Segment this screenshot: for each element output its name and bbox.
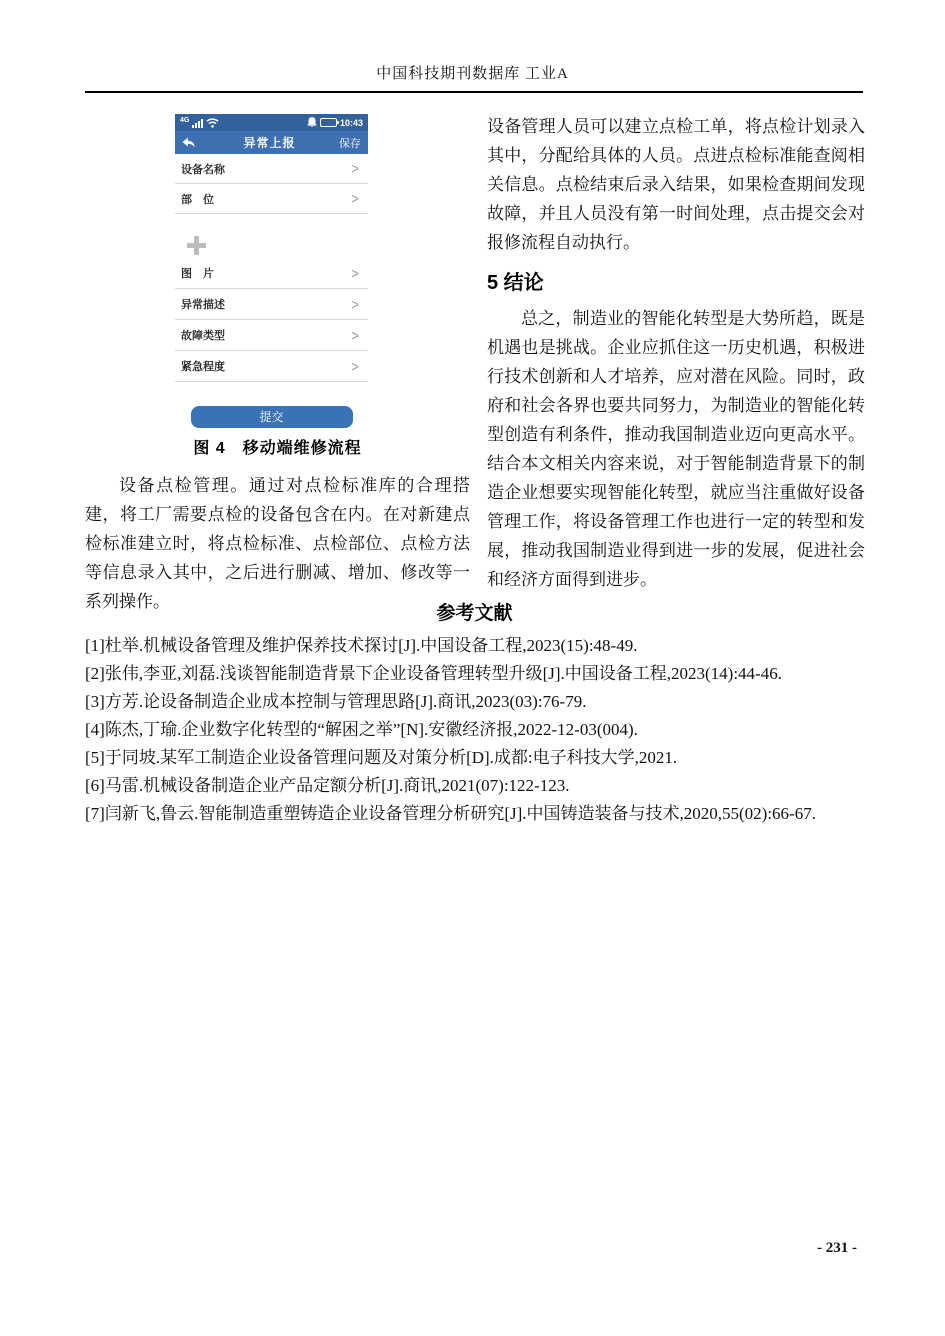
references-section xyxy=(85,598,864,828)
row-label: 图 片 xyxy=(181,268,214,280)
phone-mockup xyxy=(175,114,368,428)
row-label: 部 位 xyxy=(181,193,214,206)
button-gap xyxy=(175,382,368,406)
row-label: 异常描述 xyxy=(181,299,225,311)
network-type-label: 4G xyxy=(180,117,190,124)
add-photo-icon[interactable] xyxy=(187,236,206,255)
journal-header: 中国科技期刊数据库 工业A xyxy=(376,66,569,82)
form-row-part[interactable] xyxy=(175,184,368,214)
reference-item: [2]张伟,李亚,刘磊.浅谈智能制造背景下企业设备管理转型升级[J].中国设备工程,2023(14):44-46. xyxy=(85,664,782,683)
reference-item: [3]方芳.论设备制造企业成本控制与管理思路[J].商讯,2023(03):76-79. xyxy=(85,692,587,711)
chevron-right-icon: > xyxy=(351,357,359,375)
row-label: 故障类型 xyxy=(181,330,225,342)
bell-icon xyxy=(307,117,317,128)
photo-upload-section xyxy=(175,214,368,258)
right-paragraph-1: 设备管理人员可以建立点检工单，将点检计划录入其中，分配给具体的人员。点进点检标准能查阅相关信息。点检结束后录入结果，如果检查期间发现故障，并且人员没有第一时间处理，点击提交会对报修流程自动执行。 xyxy=(487,117,865,252)
chevron-right-icon: > xyxy=(351,326,359,344)
page-number: - 231 - xyxy=(817,1240,857,1256)
row-label: 设备名称 xyxy=(181,163,225,176)
reference-item: [1]杜举.机械设备管理及维护保养技术探讨[J].中国设备工程,2023(15):48-49. xyxy=(85,636,638,655)
back-button[interactable] xyxy=(182,137,200,149)
references-heading: 参考文献 xyxy=(436,603,513,624)
form-row-fault-type[interactable] xyxy=(175,320,368,351)
right-paragraph-2: 总之，制造业的智能化转型是大势所趋，既是机遇也是挑战。企业应抓住这一历史机遇，积极进行技术创新和人才培养，应对潜在风险。同时，政府和社会各界也要共同努力，为制造业的智能化转型创造有利条件，推动我国制造业迈向更高水平。结合本文相关内容来说，对于智能制造背景下的制造企业想要实现智能化转型，就应当注重做好设备管理工作，将设备管理工作也进行一定的转型和发展，推动我国制造业得到进一步的发展，促进社会和经济方面得到进步。 xyxy=(487,309,865,589)
save-button[interactable]: 保存 xyxy=(339,137,361,150)
chevron-right-icon: > xyxy=(351,160,359,177)
header-rule xyxy=(85,91,863,93)
figure-caption: 图 4 移动端维修流程 xyxy=(193,440,362,457)
left-column-paragraph: 设备点检管理。通过对点检标准库的合理搭建，将工厂需要点检的设备包含在内。在对新建点检标准建立时，将点检标准、点检部位、点检方法等信息录入其中，之后进行删减、增加、修改等一系列操作。 xyxy=(85,476,470,611)
left-column xyxy=(85,114,470,616)
form-row-device-name[interactable] xyxy=(175,154,368,184)
signal-bars-icon xyxy=(192,118,203,128)
chevron-right-icon: > xyxy=(351,295,359,313)
form-row-anomaly-description[interactable] xyxy=(175,289,368,320)
reference-item: [4]陈杰,丁瑜.企业数字化转型的“解困之举”[N].安徽经济报,2022-12-03(004). xyxy=(85,720,638,739)
form-row-urgency-level[interactable] xyxy=(175,351,368,382)
reference-item: [5]于同坡.某军工制造企业设备管理问题及对策分析[D].成都:电子科技大学,2021. xyxy=(85,748,678,767)
clock-text: 10:43 xyxy=(339,117,363,128)
right-column xyxy=(487,112,865,594)
wifi-icon xyxy=(206,118,219,128)
phone-screen-title: 异常上报 xyxy=(243,136,296,150)
reference-item: [7]闫新飞,鲁云.智能制造重塑铸造企业设备管理分析研究[J].中国铸造装备与技术,2020,55(02):66-67. xyxy=(85,804,816,823)
form-row-picture[interactable] xyxy=(175,258,368,289)
section-heading-conclusion: 5 结论 xyxy=(487,272,544,294)
phone-nav-bar xyxy=(175,131,368,154)
battery-icon xyxy=(320,118,337,127)
reference-item: [6]马雷.机械设备制造企业产品定额分析[J].商讯,2021(07):122-123. xyxy=(85,776,570,795)
phone-status-bar xyxy=(175,114,368,131)
row-label: 紧急程度 xyxy=(181,361,225,373)
chevron-right-icon: > xyxy=(351,264,359,282)
chevron-right-icon: > xyxy=(351,190,359,207)
back-arrow-icon xyxy=(182,137,196,149)
submit-button[interactable]: 提交 xyxy=(191,406,353,428)
